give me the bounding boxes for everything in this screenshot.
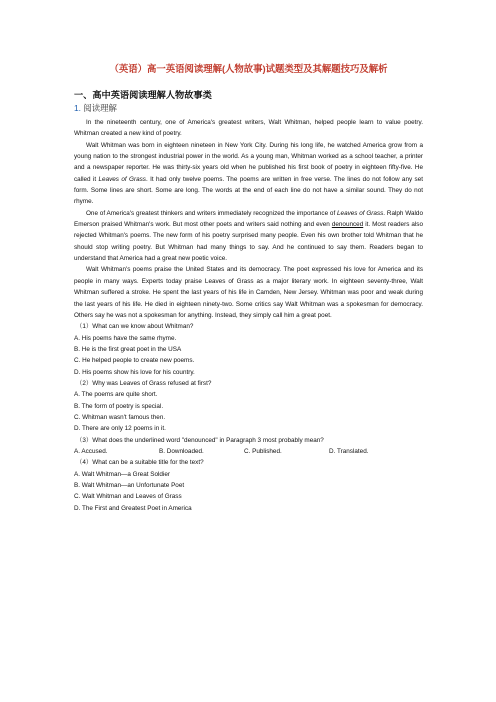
question-subheading xyxy=(74,103,423,114)
question-4-option-b: B. Walt Whitman—an Unfortunate Poet xyxy=(74,482,185,489)
question-3-options-row xyxy=(74,446,423,457)
question-1-stem: （1）What can we know about Whitman? xyxy=(76,323,194,331)
question-number: 1. xyxy=(74,103,81,113)
question-2-option-a: A. The poems are quite short. xyxy=(74,391,158,399)
section-heading: 一、高中英语阅读理解人物故事类 xyxy=(74,90,212,100)
question-type: 阅读理解 xyxy=(83,103,117,113)
document-title: （英语）高一英语阅读理解(人物故事)试题类型及其解题技巧及解析 xyxy=(109,63,388,74)
question-1-option-d: D. His poems show his love for his country. xyxy=(74,368,195,376)
question-1-option-a: A. His poems have the same rhyme. xyxy=(74,334,177,342)
question-4-option-c: C. Walt Whitman and Leaves of Grass xyxy=(74,493,182,501)
question-3-option-d: D. Translated. xyxy=(329,447,369,455)
question-3-option-a: A. Accused. xyxy=(74,447,108,455)
question-3-stem: （3）What does the underlined word "denounced" in Paragraph 3 most probably mean? xyxy=(76,436,324,444)
question-4-stem: （4）What can be a suitable title for the text? xyxy=(76,459,204,467)
paragraph-3: One of America's greatest thinkers and writers immediately recognized the importance of Leaves of Grass. Ralph Waldo Emerson praised Whitman's work. But most other poets and writers said nothing and even denounced it. Most readers also rejected Whitman's poems. The new form of his poetry surprised many people. Even his own brother told Whitman that he should stop writing poetry. But Whitman had many things to say. And he continued to say them. Readers began to understand that America had a great new poetic voice. xyxy=(74,209,423,263)
book-title-italic: Leaves of Grass xyxy=(98,175,146,183)
question-2-option-d: D. There are only 12 poems in it. xyxy=(74,425,166,433)
question-1-option-b: B. He is the first great poet in the USA xyxy=(74,345,182,353)
question-3-option-c: C. Published. xyxy=(244,447,282,455)
question-3-option-b: B. Downloaded. xyxy=(159,447,204,455)
paragraph-2: Walt Whitman was born in eighteen nineteen in New York City. During his long life, he watched America grow from a young nation to the strongest industrial power in the world. As a young man, Whitman worked as a school teacher, a printer and a newspaper reporter. He was thirty-six years old when he published his first book of poetry in eighteen fifty-five. He called it Leaves of Grass. It had only twelve poems. The poems are written in free verse. The lines do not follow any set form. Some lines are short. Some are long. The words at the end of each line do not have a similar sound. They do not rhyme. xyxy=(74,141,423,206)
question-2-stem: （2）Why was Leaves of Grass refused at first? xyxy=(76,379,212,387)
underlined-word: denounced xyxy=(331,221,364,229)
question-2-option-c: C. Whitman wasn't famous then. xyxy=(74,413,166,421)
question-4-option-a: A. Walt Whitman—a Great Soldier xyxy=(74,470,171,478)
question-2-option-b: B. The form of poetry is special. xyxy=(74,402,164,410)
question-4-option-d: D. The First and Greatest Poet in America xyxy=(74,504,192,512)
question-1-option-c: C. He helped people to create new poems. xyxy=(74,357,195,365)
paragraph-1: In the nineteenth century, one of America's greatest writers, Walt Whitman, helped people learn to value poetry. Whitman created a new kind of poetry. xyxy=(74,119,423,138)
book-title-italic: Leaves of Grass xyxy=(337,209,384,217)
paragraph-4: Walt Whitman's poems praise the United States and its democracy. The poet expressed his love for America and its people in many ways. Experts today praise Leaves of Grass as a major literary work. In eighteen seventy-three, Walt Whitman suffered a stroke. He spent the last years of his life in Camden, New Jersey. Whitman was poor and weak during the last years of his life. He died in eighteen ninety-two. Some critics say Walt Whitman was a spokesman for democracy. Others say he was not a spokesman for anything. Instead, they simply call him a great poet. xyxy=(74,266,423,319)
